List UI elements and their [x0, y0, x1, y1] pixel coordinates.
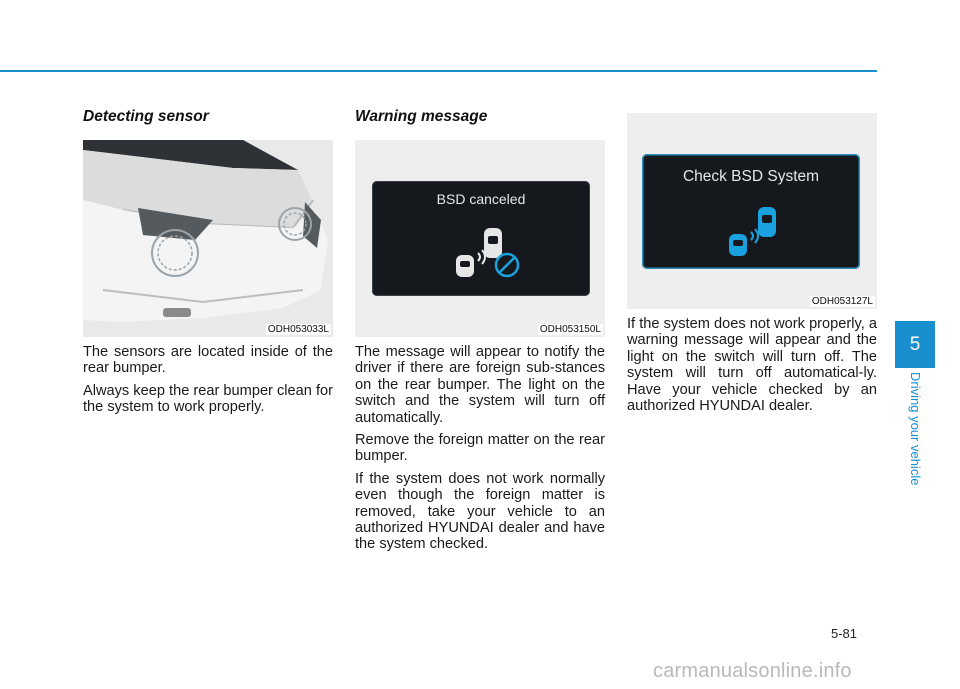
- display-message: Check BSD System: [682, 168, 820, 185]
- chapter-title: Driving your vehicle: [908, 372, 923, 486]
- paragraph: Always keep the rear bumper clean for the system to work properly.: [83, 382, 333, 416]
- chapter-tab: 5: [895, 321, 935, 368]
- section-detecting-sensor: [83, 108, 333, 416]
- section-heading: Warning message: [355, 108, 488, 125]
- cluster-display: [642, 154, 860, 269]
- header-rule: [0, 70, 877, 72]
- figure-code: ODH053127L: [811, 296, 873, 307]
- section-warning-message: [355, 108, 605, 553]
- paragraph: Remove the foreign matter on the rear bumper.: [355, 432, 605, 465]
- bsd-canceled-icon: [372, 181, 590, 296]
- bsd-warning-icon: [642, 154, 860, 269]
- cluster-display: [372, 181, 590, 296]
- figure-code: ODH053033L: [267, 324, 329, 335]
- paragraph: The message will appear to notify the driver if there are foreign sub-stances on the rear bumper. The light on the switch and the system will turn off automatically.: [355, 344, 605, 426]
- section-check-bsd: [627, 113, 877, 414]
- paragraph: The sensors are located inside of the rear bumper.: [83, 344, 333, 377]
- paragraph: If the system does not work properly, a warning message will appear and the light on the switch will turn off. The system will turn off automatical-ly. Have your vehicle checked by an authorized HYUNDAI dealer.: [627, 316, 877, 415]
- bsd-canceled-figure: [355, 140, 605, 337]
- paragraph: If the system does not work normally even though the foreign matter is removed, take your vehicle to an authorized HYUNDAI dealer and have the system checked.: [355, 470, 605, 553]
- figure-code: ODH053150L: [539, 324, 601, 335]
- display-message: BSD canceled: [436, 191, 526, 207]
- page-number: 5-81: [831, 626, 858, 641]
- check-bsd-figure: [627, 113, 877, 309]
- watermark: carmanualsonline.info: [653, 660, 852, 682]
- rear-bumper-figure: [83, 140, 333, 337]
- car-rear-illustration: [83, 140, 333, 337]
- section-heading: Detecting sensor: [83, 108, 209, 125]
